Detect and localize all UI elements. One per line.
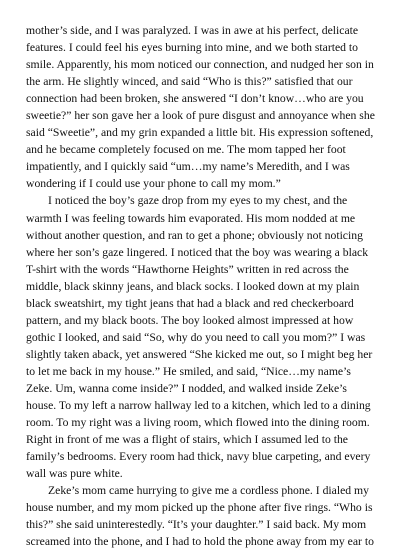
text-line: the arm. He slightly winced, and said “Who is this?” satisfied that our <box>26 75 353 89</box>
text-line: house. To my left a narrow hallway led to a kitchen, which led to a dining <box>26 399 371 413</box>
text-line: Zeke. Um, wanna come inside?” I nodded, and walked inside Zeke’s <box>26 381 347 395</box>
text-line: T-shirt with the words “Hawthorne Heights” written in red across the <box>26 262 349 276</box>
text-line: mother’s side, and I was paralyzed. I was in awe at his perfect, delicate <box>26 24 359 37</box>
text-line: family’s bedrooms. Every room had thick, navy blue carpeting, and every <box>26 450 371 464</box>
paragraph-first-line: I noticed the boy’s gaze drop from my eyes to my chest, and the <box>48 194 348 208</box>
text-line: screamed into the phone, and I had to hold the phone away from my ear to <box>26 535 374 549</box>
text-line: and he became completely focused on me. The mom tapped her foot <box>26 143 346 157</box>
text-line: house number, and my mom picked up the phone after five rings. “Who is <box>26 501 373 515</box>
text-line: this?” she said uninterestedly. “It’s your daughter.” I said back. My mom <box>26 518 367 532</box>
text-line: without another question, and ran to get a phone; obviously not noticing <box>26 228 363 242</box>
paragraph-first-line: Zeke’s mom came hurrying to give me a cordless phone. I dialed my <box>48 484 369 498</box>
text-line: black sweatshirt, my tight jeans that had a black and red checkerboard <box>26 296 354 310</box>
text-line: to let me back in my house.” He smiled, and said, “Nice…my name’s <box>26 364 351 378</box>
text-line: gothic I looked, and said “So, why do you need to call you mom?” I was <box>26 330 366 344</box>
text-line: smile. Apparently, his mom noticed our connection, and nudged her son in <box>26 58 374 72</box>
text-line: sweetie?” her son gave her a look of pure disgust and annoyance when she <box>26 109 375 123</box>
text-line: wall was pure white. <box>26 467 123 481</box>
body-text <box>26 22 398 550</box>
text-line: where her son’s gaze lingered. I noticed that the boy was wearing a black <box>26 245 369 259</box>
text-line: middle, black skinny jeans, and black socks. I looked down at my plain <box>26 279 360 293</box>
text-line: said “Sweetie”, and my grin expanded a little bit. His expression softened, <box>26 126 374 140</box>
text-line: pattern, and my black boots. The boy looked almost impressed at how <box>26 313 354 327</box>
text-line: room. To my right was a living room, which flowed into the dining room. <box>26 416 370 430</box>
text-line: connection had been broken, she answered “I don’t know…who are you <box>26 92 364 106</box>
text-line: Right in front of me was a flight of stairs, which I assumed led to the <box>26 433 348 447</box>
text-line: wondering if I could use your phone to call my mom.” <box>26 177 281 191</box>
text-line: features. I could feel his eyes burning into mine, and we both started to <box>26 41 359 55</box>
text-line: impatiently, and I quickly said “um…my name’s Meredith, and I was <box>26 160 350 174</box>
text-line: slightly taken aback, yet answered “She kicked me out, so I might beg her <box>26 347 373 361</box>
text-line: warmth I was feeling towards him evaporated. His mom nodded at me <box>26 211 356 225</box>
